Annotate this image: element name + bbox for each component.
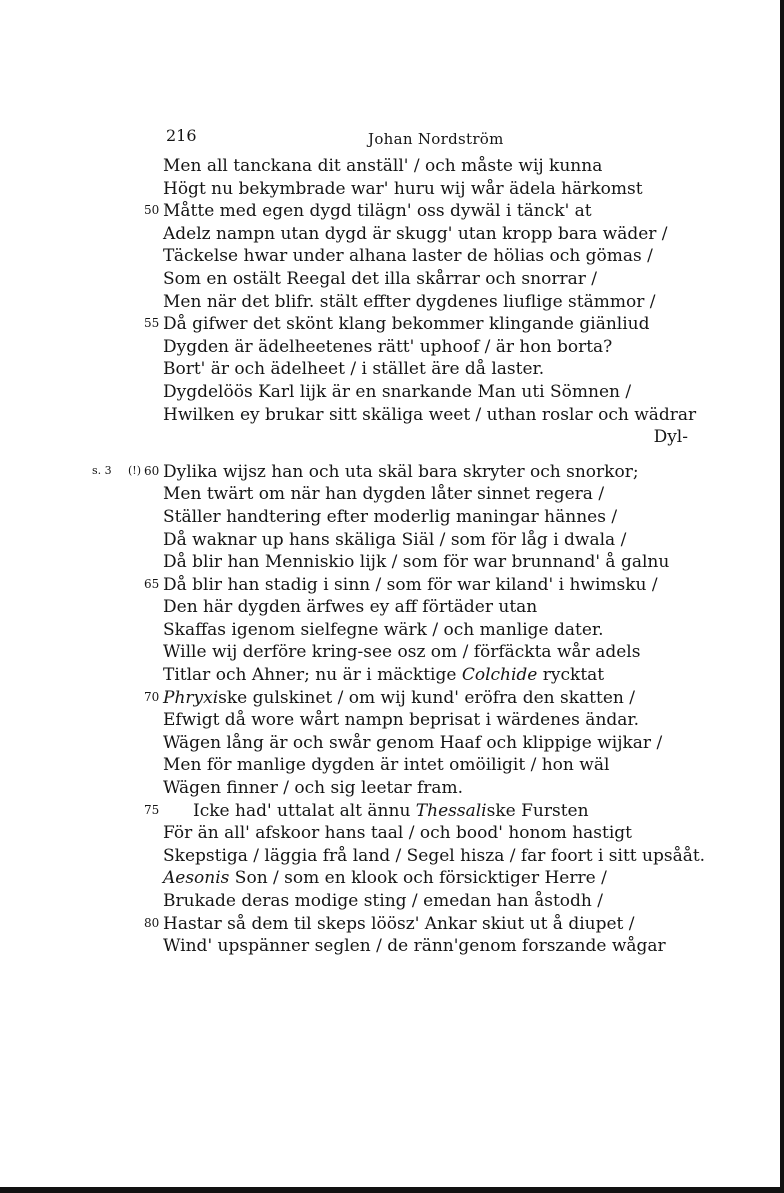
verse-segment: Wägen lång är och swår genom Haaf och klippige wijkar / [163,732,663,753]
verse-line [0,575,784,598]
verse-segment: Täckelse hwar under alhana laster de hölias och gömas / [163,246,653,267]
verse-text [163,552,669,572]
verse-text [163,337,612,357]
verse-line [0,846,784,869]
verse-line [0,201,784,224]
verse-segment: Då gifwer det skönt klang bekommer klingande giänliud [163,314,650,335]
verse-text [163,868,607,888]
poem-block-b [0,462,784,959]
verse-text [163,359,544,379]
block-gap [0,450,784,462]
verse-text [163,665,604,685]
verse-text [163,755,609,775]
verse-line [0,914,784,937]
verse-text [163,382,631,402]
verse-segment: Då blir han Menniskio lijk / som för war brunnand' å galnu [163,552,670,573]
verse-text [163,597,537,617]
verse-segment: Icke had' uttalat alt ännu [193,800,411,821]
signature-mark: s. 3 [92,463,112,477]
verse-line [0,246,784,269]
verse-text [163,688,635,708]
verse-segment: För än all' afskoor hans taal / och bood' honom hastigt [163,823,632,844]
verse-text [163,507,617,527]
line-number: 75 [144,802,160,817]
poem-body [0,156,784,959]
scan-edge-bottom [0,1187,784,1193]
verse-segment: Skepstiga / läggia frå land / Segel hisza / far foort i sitt upsååt. [163,845,706,866]
verse-line [0,462,784,485]
verse-segment: Den här dygden ärfwes ey aff förtäder utan [163,597,538,618]
verse-line [0,359,784,382]
verse-line [0,688,784,711]
verse-segment: Skaffas igenom sielfegne wärk / och manlige dater. [163,619,604,640]
verse-segment: Wind' upspänner seglen / de ränn'genom forszande wågar [163,936,666,957]
verse-line [0,868,784,891]
verse-line [0,382,784,405]
verse-line [0,314,784,337]
verse-line [0,733,784,756]
verse-line [0,665,784,688]
verse-text [163,246,653,266]
verse-line [0,597,784,620]
verse-line [0,642,784,665]
verse-segment: Hastar så dem til skeps löösz' Ankar skiut ut å diupet / [163,913,635,934]
line-number: 55 [144,316,160,331]
verse-line [0,507,784,530]
verse-text [163,620,604,640]
verse-segment: Wägen finner / och sig leetar fram. [163,778,464,799]
verse-line [0,530,784,553]
verse-segment: Wille wij derföre kring-see osz om / förfäckta wår adels [163,642,641,663]
verse-line [0,936,784,959]
verse-text [163,710,639,730]
verse-line [0,292,784,315]
italic-name: Colchide [461,665,538,686]
verse-segment: Adelz nampn utan dygd är skugg' utan kropp bara wäder / [163,223,668,244]
verse-line [0,552,784,575]
variant-mark: (!) [128,463,142,477]
verse-line [0,755,784,778]
verse-text [163,801,589,821]
verse-line [0,710,784,733]
verse-line [0,801,784,824]
verse-line [0,823,784,846]
verse-line [0,269,784,292]
verse-segment: Då waknar up hans skäliga Siäl / som för låg i dwala / [163,529,627,550]
poem-block-a [0,156,784,427]
line-number: 70 [144,689,160,704]
verse-segment: ske Fursten [486,800,589,821]
verse-text [163,269,597,289]
page-header [166,126,626,150]
verse-line [0,891,784,914]
line-number: 60 [144,463,160,478]
verse-segment: Dygden är ädelheetenes rätt' uphoof / är hon borta? [163,336,613,357]
verse-text [163,484,604,504]
verse-segment: rycktat [537,665,605,686]
line-number: 65 [144,576,160,591]
verse-segment: Som en ostält Reegal det illa skårrar och snorrar / [163,268,597,289]
verse-line [0,778,784,801]
line-number: 80 [144,915,160,930]
verse-text [163,405,696,425]
verse-text [163,778,463,798]
verse-segment: Högt nu bekymbrade war' huru wij wår ädela härkomst [163,178,643,199]
verse-segment: Titlar och Ahner; nu är i mäcktige [163,665,457,686]
verse-line [0,620,784,643]
verse-line [0,179,784,202]
verse-text [163,292,655,312]
italic-name: Phryxi [163,687,219,708]
verse-text [163,846,705,866]
verse-segment: Bort' är och ädelheet / i stället äre då laster. [163,359,545,380]
verse-text [163,891,603,911]
verse-segment: Brukade deras modige sting / emedan han åstodh / [163,891,603,911]
running-head: Johan Nordström [368,130,504,148]
verse-text [163,936,666,956]
verse-segment: Hwilken ey brukar sitt skäliga weet / uthan roslar och wädrar [163,404,697,425]
verse-text [163,642,640,662]
catchword-line [0,427,784,450]
verse-text [163,314,650,334]
verse-segment: Men när det blifr. stält effter dygdenes liuflige stämmor / [163,291,656,312]
verse-line [0,224,784,247]
verse-text [163,530,626,550]
verse-text [163,823,632,843]
verse-segment: ske gulskinet / om wij kund' eröfra den skatten / [218,687,635,708]
verse-segment: Dygdelöös Karl lijk är en snarkande Man uti Sömnen / [163,381,632,402]
verse-text [163,179,643,199]
italic-name: Aesonis [163,868,230,889]
verse-segment: Men all tanckana dit anställ' / och måste wij kunna [163,156,603,176]
verse-text [163,914,635,934]
verse-line [0,156,784,179]
catchword: Dyl- [653,427,688,448]
verse-line [0,484,784,507]
line-number: 50 [144,203,160,218]
verse-segment: Ställer handtering efter moderlig maningar hännes / [163,506,618,527]
verse-segment: Men för manlige dygden är intet omöiligit / hon wäl [163,755,610,776]
page-number: 216 [166,126,197,145]
verse-text [163,733,662,753]
verse-segment: Efwigt då wore wårt nampn beprisat i wärdenes ändar. [163,710,640,731]
verse-segment: Dylika wijsz han och uta skäl bara skryter och snorkor; [163,461,639,482]
verse-segment: Son / som en klook och försicktiger Herre / [229,868,607,889]
verse-text [163,575,658,595]
verse-segment: Men twärt om när han dygden låter sinnet regera / [163,484,605,505]
verse-segment: Då blir han stadig i sinn / som för war kiland' i hwimsku / [163,574,658,595]
verse-text [163,156,602,176]
verse-text [163,224,668,244]
italic-name: Thessali [415,800,487,821]
verse-line [0,337,784,360]
verse-segment: Måtte med egen dygd tilägn' oss dywäl i tänck' at [163,201,592,222]
verse-line [0,405,784,428]
verse-text [163,462,639,482]
verse-text [163,201,592,221]
